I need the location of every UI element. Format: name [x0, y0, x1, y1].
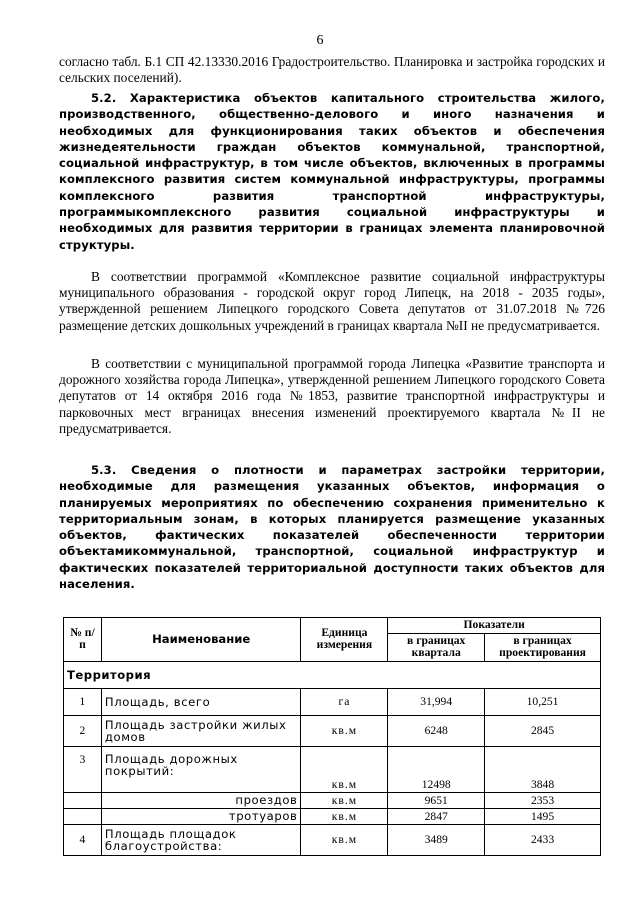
row-num: 3 [64, 746, 102, 792]
row-quarter-value: 2847 [388, 808, 485, 824]
table-header-row [64, 618, 601, 634]
header-in-quarter: в границах квартала [388, 633, 485, 661]
row-name: Площадь застройки жилых домов [101, 715, 301, 746]
row-num [64, 808, 102, 824]
table-row [64, 715, 601, 746]
intro-text: согласно табл. Б.1 СП 42.13330.2016 Градостроительство. Планировка и застройка городских и сельских поселений). [59, 54, 605, 86]
row-quarter-value: 6248 [388, 715, 485, 746]
row-num: 4 [64, 824, 102, 855]
section-5-2-paragraph-1: В соответствии программой «Комплексное развитие социальной инфраструктуры муниципального образования - городской округ город Липецк, на 2018 - 2035 годы», утвержденной решением Липецкого городского Совета депутатов от 31.07.2018 №726 размещение детских дошкольных учреждений в границах квартала №II не предусматривается. [59, 269, 605, 333]
table-row [64, 824, 601, 855]
row-unit: кв.м [301, 792, 388, 808]
row-num [64, 792, 102, 808]
row-unit: кв.м [301, 824, 388, 855]
row-name: Площадь площадок благоустройства: [101, 824, 301, 855]
row-name: тротуаров [101, 808, 301, 824]
table-row [64, 808, 601, 824]
table-row [64, 792, 601, 808]
table-row [64, 688, 601, 715]
row-quarter-value: 12498 [388, 746, 485, 792]
row-num: 2 [64, 715, 102, 746]
row-project-value: 2433 [485, 824, 601, 855]
header-name: Наименование [101, 618, 301, 662]
row-name: Площадь, всего [101, 688, 301, 715]
row-project-value: 3848 [485, 746, 601, 792]
row-name: Площадь дорожных покрытий: [101, 746, 301, 792]
section-label: Территория [64, 661, 601, 688]
row-unit: кв.м [301, 715, 388, 746]
row-project-value: 2353 [485, 792, 601, 808]
row-name: проездов [101, 792, 301, 808]
row-project-value: 2845 [485, 715, 601, 746]
header-in-project: в границах проектирования [485, 633, 601, 661]
row-unit: кв.м [301, 808, 388, 824]
row-project-value: 1495 [485, 808, 601, 824]
header-indicators: Показатели [388, 618, 601, 634]
row-unit: га [301, 688, 388, 715]
row-quarter-value: 9651 [388, 792, 485, 808]
section-5-3-heading: 5.3. Сведения о плотности и параметрах застройки территории, необходимые для размещения указанных объектов, информация о планируемых мероприятиях по обеспечению сохранения применительно к территориальным зонам, в которых планируется размещение указанных объектов, фактических показателей обеспеченности территории объектамикоммунальной, транспортной, социальной инфраструктур и фактических показателей территориальной доступности таких объектов для населения. [59, 463, 605, 592]
section-5-2-heading: 5.2. Характеристика объектов капитального строительства жилого, производственного, общественно-делового и иного назначения и необходимых для функционирования таких объектов и обеспечения жизнедеятельности граждан объектов коммунальной, транспортной, социальной инфраструктур, в том числе объектов, включенных в программы комплексного развития систем коммунальной инфраструктуры, программы комплексного развития транспортной инфраструктуры, программыкомплексного развития социальной инфраструктуры и необходимых для развития территории в границах элемента планировочной структуры. [59, 91, 605, 252]
header-num: № п/п [64, 618, 102, 662]
table-section-row [64, 661, 601, 688]
page-number: 6 [316, 33, 324, 48]
row-unit: кв.м [301, 746, 388, 792]
indicators-table [63, 617, 601, 856]
header-unit: Единица измерения [301, 618, 388, 662]
table-row [64, 746, 601, 792]
row-project-value: 10,251 [485, 688, 601, 715]
row-quarter-value: 3489 [388, 824, 485, 855]
row-quarter-value: 31,994 [388, 688, 485, 715]
row-num: 1 [64, 688, 102, 715]
section-5-2-paragraph-2: В соответствии с муниципальной программой города Липецка «Развитие транспорта и дорожного хозяйства города Липецка», утвержденной решением Липецкого городского Совета депутатов от 14 октября 2016 года №1853, развитие транспортной инфраструктуры и парковочных мест вграницах внесения изменений проектируемого квартала №II не предусматривается. [59, 356, 605, 436]
